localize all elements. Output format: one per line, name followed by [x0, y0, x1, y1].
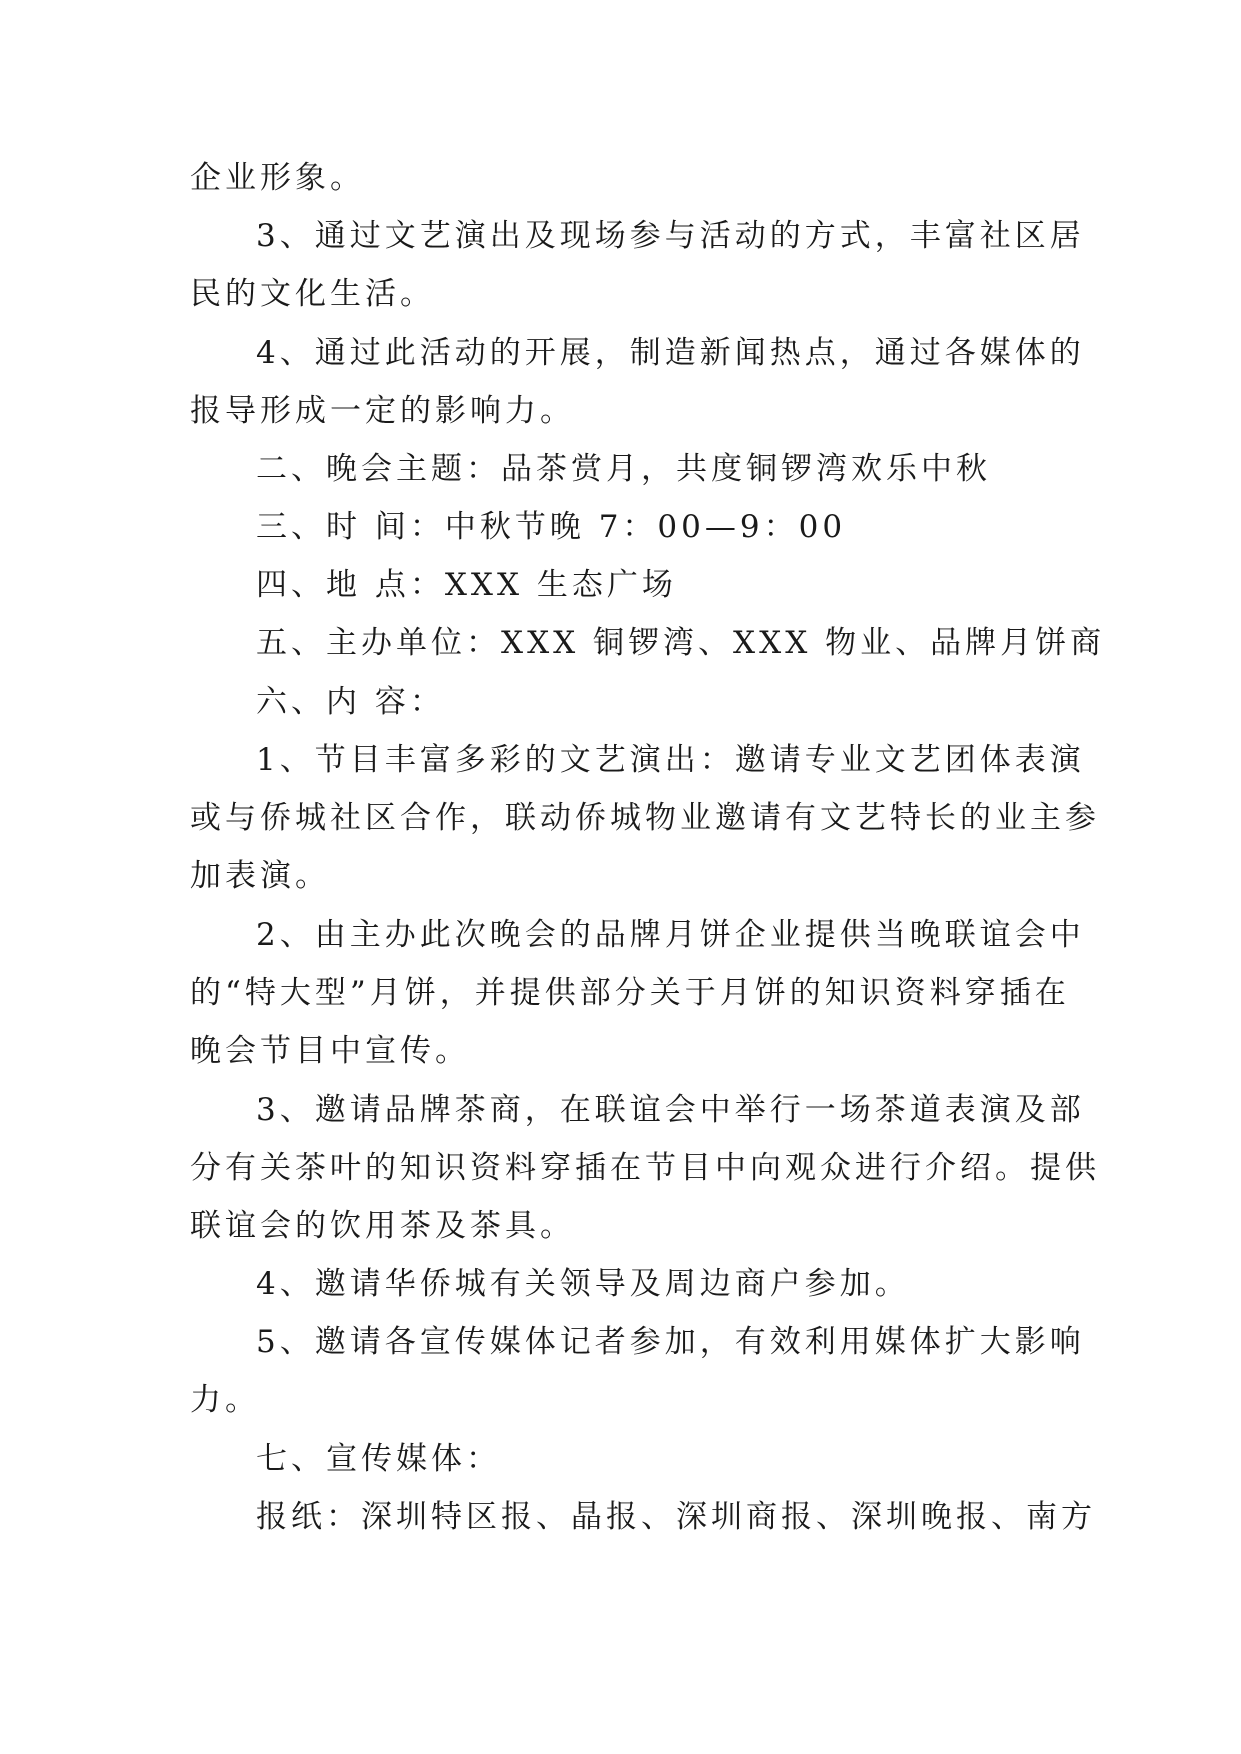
paragraph-line: 5、邀请各宣传媒体记者参加，有效利用媒体扩大影响 — [256, 1324, 1085, 1360]
paragraph-line: 3、邀请品牌茶商，在联谊会中举行一场茶道表演及部 — [256, 1092, 1085, 1128]
paragraph-line: 加表演。 — [190, 858, 330, 894]
section-heading: 七、宣传媒体： — [256, 1441, 501, 1477]
paragraph-line: 企业形象。 — [190, 160, 365, 196]
paragraph-line: 联谊会的饮用茶及茶具。 — [190, 1208, 575, 1244]
paragraph-line: 晚会节目中宣传。 — [190, 1033, 470, 1069]
section-heading: 三、时 间：中秋节晚 7：00—9：00 — [256, 509, 847, 545]
section-heading: 六、内 容： — [256, 684, 445, 720]
paragraph-line: 1、节目丰富多彩的文艺演出：邀请专业文艺团体表演 — [256, 742, 1085, 778]
paragraph-line: 2、由主办此次晚会的品牌月饼企业提供当晚联谊会中 — [256, 917, 1085, 953]
section-heading: 五、主办单位：XXX 铜锣湾、XXX 物业、品牌月饼商 — [256, 625, 1106, 661]
paragraph-line: 或与侨城社区合作，联动侨城物业邀请有文艺特长的业主参 — [190, 800, 1100, 836]
paragraph-line: 报导形成一定的影响力。 — [190, 393, 575, 429]
paragraph-line: 民的文化生活。 — [190, 276, 435, 312]
section-heading: 四、地 点：XXX 生态广场 — [256, 567, 677, 603]
section-heading: 二、晚会主题：品茶赏月，共度铜锣湾欢乐中秋 — [256, 451, 991, 487]
paragraph-line: 力。 — [190, 1382, 260, 1418]
paragraph-line: 报纸：深圳特区报、晶报、深圳商报、深圳晚报、南方 — [256, 1499, 1096, 1535]
paragraph-line: 4、通过此活动的开展，制造新闻热点，通过各媒体的 — [256, 335, 1085, 371]
paragraph-line: 分有关茶叶的知识资料穿插在节目中向观众进行介绍。提供 — [190, 1150, 1100, 1186]
paragraph-line: 4、邀请华侨城有关领导及周边商户参加。 — [256, 1266, 910, 1302]
paragraph-line: 的“特大型”月饼，并提供部分关于月饼的知识资料穿插在 — [190, 975, 1070, 1011]
paragraph-line: 3、通过文艺演出及现场参与活动的方式，丰富社区居 — [256, 218, 1085, 254]
